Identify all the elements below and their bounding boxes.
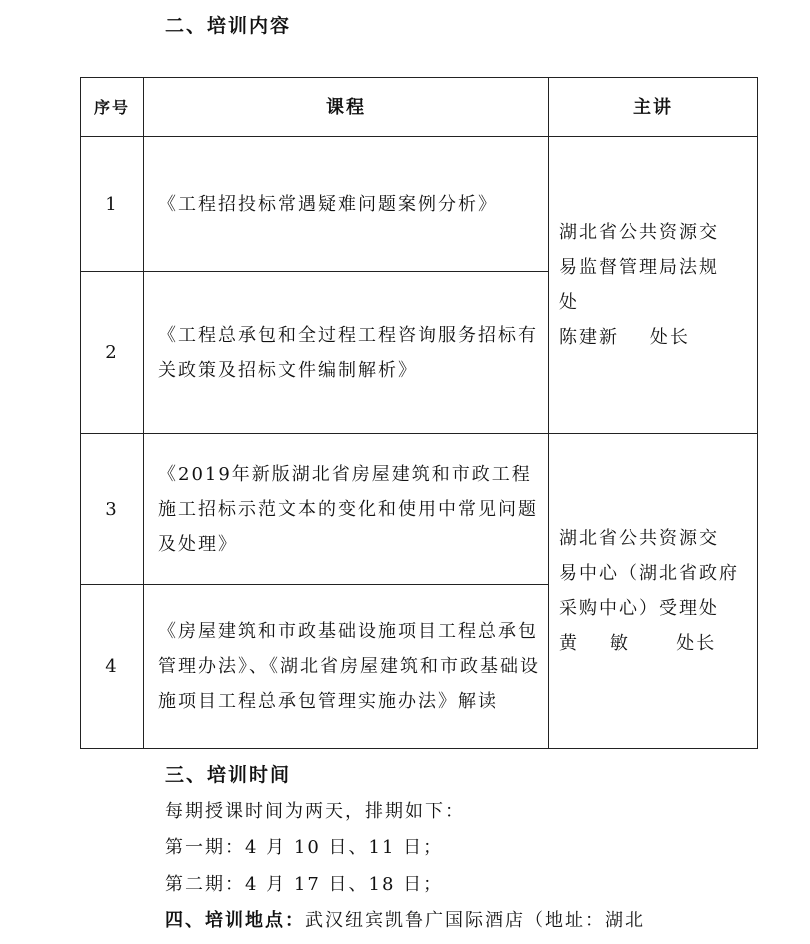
header-lecturer: 主讲 [549,78,758,137]
schedule-intro: 每期授课时间为两天，排期如下： [165,801,465,822]
session-1: 第一期：4 月 10 日、11 日； [165,837,444,858]
row-course: 《房屋建筑和市政基础设施项目工程总承包管理办法》、《湖北省房屋建筑和市政基础设施项目工程总承包管理实施办法》解读 [144,585,549,749]
section4-line [165,906,645,932]
lecturer-cell [549,434,758,749]
row-no: 2 [81,272,144,434]
lecturer-line: 湖北省公共资源交 [559,222,719,243]
row-no: 3 [81,434,144,585]
row-course: 《工程招投标常遇疑难问题案例分析》 [144,137,549,272]
row-course: 《2019年新版湖北省房屋建筑和市政工程施工招标示范文本的变化和使用中常见问题及处理》 [144,434,549,585]
table-header-row [81,78,758,137]
table-row [81,434,758,585]
session-2: 第二期：4 月 17 日、18 日； [165,874,444,895]
lecturer-line: 湖北省公共资源交 [559,528,719,549]
section4-text: 武汉纽宾凯鲁广国际酒店（地址：湖北 [305,910,645,931]
lecturer-name: 黄 敏 处长 [559,633,717,654]
row-course: 《工程总承包和全过程工程咨询服务招标有关政策及招标文件编制解析》 [144,272,549,434]
row-no: 1 [81,137,144,272]
section2-heading: 二、培训内容 [165,15,292,37]
lecturer-line: 易监督管理局法规 [559,257,719,278]
header-course: 课程 [144,78,549,137]
lecturer-line: 采购中心）受理处 [559,598,719,619]
section3-heading: 三、培训时间 [165,764,292,786]
lecturer-line: 处 [559,292,579,313]
lecturer-name: 陈建新 处长 [559,327,690,348]
header-no: 序号 [81,78,144,137]
lecturer-line: 易中心（湖北省政府 [559,563,739,584]
section4-label: 四、培训地点： [165,910,305,931]
row-no: 4 [81,585,144,749]
table-row [81,137,758,272]
course-table [80,77,758,749]
lecturer-cell [549,137,758,434]
